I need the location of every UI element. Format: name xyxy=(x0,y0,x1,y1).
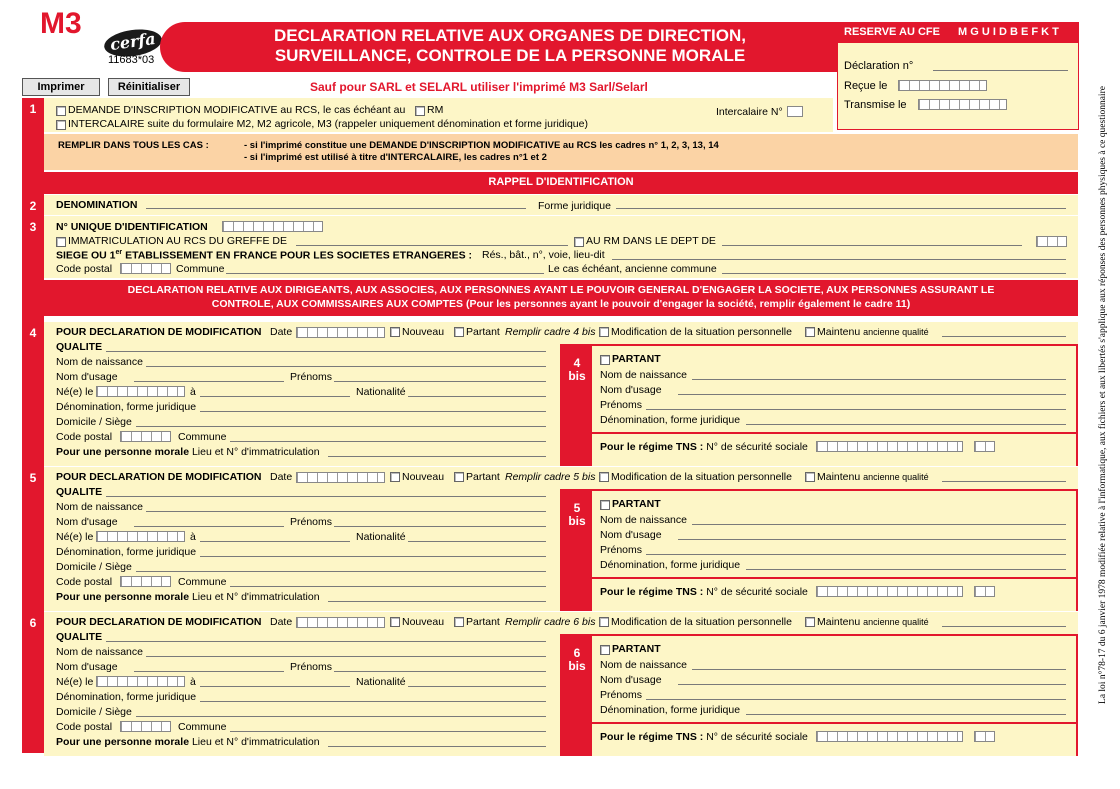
nom-usage-field[interactable] xyxy=(134,381,284,382)
nom-naissance-field[interactable] xyxy=(146,366,546,367)
rm-dept-checkbox[interactable] xyxy=(574,237,584,247)
nationalite-field[interactable] xyxy=(408,396,546,397)
partant-label: Partant xyxy=(466,616,500,628)
denom-forme-field[interactable] xyxy=(200,411,546,412)
cfe-transmise-date[interactable] xyxy=(918,99,1007,110)
bis-partant-label: PARTANT xyxy=(612,498,661,510)
nom-naissance-field[interactable] xyxy=(146,656,546,657)
cerfa-number: 11683*03 xyxy=(108,54,155,66)
siege-label: SIEGE OU 1er ETABLISSEMENT EN FRANCE POUR LES SOCIETES ETRANGERES : xyxy=(56,249,472,262)
modif-label: Modification de la situation personnelle xyxy=(611,471,792,483)
cp-field[interactable] xyxy=(120,576,171,587)
regime-tns-label: Pour le régime TNS : N° de sécurité sociale xyxy=(600,586,808,598)
cfe-declaration-label: Déclaration n° xyxy=(844,60,914,72)
nationalite-label: Nationalité xyxy=(356,531,406,543)
nom-naissance-field[interactable] xyxy=(146,511,546,512)
bis-separator xyxy=(592,577,1076,579)
date-label: Date xyxy=(270,616,293,628)
lieu-immat-field[interactable] xyxy=(328,601,546,602)
bis-denom-field[interactable] xyxy=(746,424,1066,425)
immat-checkbox[interactable] xyxy=(56,237,66,247)
a-label: à xyxy=(190,676,196,688)
cfe-transmise-label: Transmise le xyxy=(844,99,907,111)
nom-usage-field[interactable] xyxy=(134,671,284,672)
bis-nom-usage-field[interactable] xyxy=(678,539,1066,540)
form-code: M3 xyxy=(40,7,82,40)
nom-naissance-label: Nom de naissance xyxy=(56,356,143,368)
bis-label: bis xyxy=(568,514,586,528)
commune-field[interactable] xyxy=(230,586,546,587)
domicile-label: Domicile / Siège xyxy=(56,706,132,718)
nationalite-field[interactable] xyxy=(408,541,546,542)
pour-decl-label: POUR DECLARATION DE MODIFICATION xyxy=(56,616,262,628)
commune-label: Commune xyxy=(178,721,227,733)
bis-partant-checkbox[interactable] xyxy=(600,355,610,365)
bis-nom-usage-label: Nom d'usage xyxy=(600,529,662,541)
remplir-bis-label: Remplir cadre 6 bis xyxy=(505,616,596,628)
cp-field[interactable] xyxy=(120,431,171,442)
prenoms-field[interactable] xyxy=(334,671,546,672)
bis-denom-field[interactable] xyxy=(746,714,1066,715)
person-cadre-5 xyxy=(0,467,1120,611)
regime-tns-label: Pour le régime TNS : N° de sécurité sociale xyxy=(600,441,808,453)
dirigeants-title-2: CONTROLE, AUX COMMISSAIRES AUX COMPTES (Pour les personnes ayant le pouvoir d'engager la société, remplir également le cadre 11) xyxy=(211,298,911,310)
intercalaire-checkbox[interactable] xyxy=(56,120,66,130)
qualite-label: QUALITE xyxy=(56,486,103,498)
nom-usage-label: Nom d'usage xyxy=(56,661,118,673)
bis-nom-naissance-label: Nom de naissance xyxy=(600,659,687,671)
rm-label: RM xyxy=(427,104,444,116)
denom-forme-label: Dénomination, forme juridique xyxy=(56,401,197,413)
secu-key-field[interactable] xyxy=(974,586,995,597)
cp-label: Code postal xyxy=(56,431,113,443)
unique-id-field[interactable] xyxy=(222,221,323,232)
side-legal-text: La loi n°78-17 du 6 janvier 1978 modifiée relative à l'informatique, aux fichiers et aux libertés s'applique aux réponses des personnes physiques à ce questionnaire xyxy=(1098,86,1108,704)
ancienne-commune-label: Le cas échéant, ancienne commune xyxy=(548,263,717,275)
partant-checkbox[interactable] xyxy=(454,327,464,337)
domicile-label: Domicile / Siège xyxy=(56,561,132,573)
cadre3-number: 3 xyxy=(29,220,37,234)
nom-usage-label: Nom d'usage xyxy=(56,371,118,383)
secu-key-field[interactable] xyxy=(974,441,995,452)
domicile-field[interactable] xyxy=(136,426,546,427)
qualite-field[interactable] xyxy=(106,641,546,642)
secu-field[interactable] xyxy=(816,731,963,742)
bis-nom-usage-label: Nom d'usage xyxy=(600,674,662,686)
immat-field[interactable] xyxy=(296,245,568,246)
decl-date-field[interactable] xyxy=(296,617,385,628)
cadre2-number: 2 xyxy=(29,199,37,213)
partant-checkbox[interactable] xyxy=(454,617,464,627)
cfe-recue-label: Reçue le xyxy=(844,80,888,92)
cfe-codes: M G U I D B E F K T xyxy=(958,26,1059,38)
birth-place-field[interactable] xyxy=(200,396,350,397)
cadre3-cp-label: Code postal xyxy=(56,263,113,275)
secu-field[interactable] xyxy=(816,586,963,597)
partant-label: Partant xyxy=(466,326,500,338)
commune-label: Commune xyxy=(178,431,227,443)
bis-separator xyxy=(592,722,1076,724)
secu-key-field[interactable] xyxy=(974,731,995,742)
nouveau-label: Nouveau xyxy=(402,326,445,338)
decl-date-field[interactable] xyxy=(296,472,385,483)
bis-nom-naissance-label: Nom de naissance xyxy=(600,369,687,381)
bis-denom-label: Dénomination, forme juridique xyxy=(600,704,741,716)
bis-nom-naissance-field[interactable] xyxy=(692,524,1066,525)
dirigeants-title-1: DECLARATION RELATIVE AUX DIRIGEANTS, AUX ASSOCIES, AUX PERSONNES AYANT LE POUVOIR GENERAL D'ENGAGER LA SOCIETE, AUX PERSONNES ASSURANT LE xyxy=(127,284,995,296)
rm-dept-label: AU RM DANS LE DEPT DE xyxy=(586,235,716,247)
denom-forme-field[interactable] xyxy=(200,556,546,557)
bis-partant-checkbox[interactable] xyxy=(600,645,610,655)
maintenu-checkbox[interactable] xyxy=(805,617,815,627)
modif-label: Modification de la situation personnelle xyxy=(611,616,792,628)
cp-label: Code postal xyxy=(56,721,113,733)
print-button[interactable]: Imprimer xyxy=(22,78,100,96)
rm-checkbox[interactable] xyxy=(415,106,425,116)
decl-date-field[interactable] xyxy=(296,327,385,338)
demande-checkbox[interactable] xyxy=(56,106,66,116)
forme-juridique-field[interactable] xyxy=(616,208,1066,209)
bis-prenoms-label: Prénoms xyxy=(600,689,643,701)
nouveau-checkbox[interactable] xyxy=(390,327,400,337)
intercalaire-no-label: Intercalaire N° xyxy=(716,106,783,118)
ancienne-commune-field[interactable] xyxy=(722,273,1066,274)
form-title-1: DECLARATION RELATIVE AUX ORGANES DE DIRECTION, xyxy=(274,26,746,45)
bis-prenoms-label: Prénoms xyxy=(600,399,643,411)
ancienne-qualite-field[interactable] xyxy=(942,336,1066,337)
bis-nom-naissance-field[interactable] xyxy=(692,379,1066,380)
cadre1-number: 1 xyxy=(29,102,37,116)
bis-nom-usage-label: Nom d'usage xyxy=(600,384,662,396)
date-label: Date xyxy=(270,326,293,338)
cadre-number: 5 xyxy=(29,471,37,485)
lieu-immat-field[interactable] xyxy=(328,746,546,747)
bis-denom-field[interactable] xyxy=(746,569,1066,570)
nom-naissance-label: Nom de naissance xyxy=(56,501,143,513)
ne-le-label: Né(e) le xyxy=(56,531,94,543)
bis-label: bis xyxy=(568,369,586,383)
instructions-label: REMPLIR DANS TOUS LES CAS : xyxy=(58,140,209,151)
ancienne-qualite-field[interactable] xyxy=(942,481,1066,482)
remplir-bis-label: Remplir cadre 5 bis xyxy=(505,471,596,483)
denom-forme-field[interactable] xyxy=(200,701,546,702)
qualite-label: QUALITE xyxy=(56,631,103,643)
commune-field[interactable] xyxy=(230,731,546,732)
partant-checkbox[interactable] xyxy=(454,472,464,482)
bis-partant-checkbox[interactable] xyxy=(600,500,610,510)
prenoms-label: Prénoms xyxy=(290,516,333,528)
denomination-field[interactable] xyxy=(146,208,526,209)
maintenu-label: Maintenu ancienne qualité xyxy=(817,326,929,338)
pour-decl-label: POUR DECLARATION DE MODIFICATION xyxy=(56,326,262,338)
domicile-field[interactable] xyxy=(136,716,546,717)
maintenu-checkbox[interactable] xyxy=(805,472,815,482)
immat-label: IMMATRICULATION AU RCS DU GREFFE DE xyxy=(68,235,287,247)
qualite-label: QUALITE xyxy=(56,341,103,353)
personne-morale-label: Pour une personne morale Lieu et N° d'immatriculation xyxy=(56,736,320,748)
subtitle: Sauf pour SARL et SELARL utiliser l'imprimé M3 Sarl/Selarl xyxy=(310,80,648,94)
reset-button[interactable]: Réinitialiser xyxy=(108,78,190,96)
birth-date-field[interactable] xyxy=(96,676,185,687)
cfe-declaration-field[interactable] xyxy=(933,70,1068,71)
bis-number: 5 xyxy=(573,501,581,515)
nom-naissance-label: Nom de naissance xyxy=(56,646,143,658)
bis-number: 4 xyxy=(573,356,581,370)
remplir-bis-label: Remplir cadre 4 bis xyxy=(505,326,596,338)
bis-partant-label: PARTANT xyxy=(612,643,661,655)
nom-usage-field[interactable] xyxy=(134,526,284,527)
commune-field[interactable] xyxy=(230,441,546,442)
birth-date-field[interactable] xyxy=(96,531,185,542)
qualite-field[interactable] xyxy=(106,496,546,497)
cfe-title: RESERVE AU CFE xyxy=(844,26,940,38)
siege-detail-label: Rés., bât., n°, voie, lieu-dit xyxy=(482,249,605,261)
bis-separator xyxy=(592,432,1076,434)
maintenu-checkbox[interactable] xyxy=(805,327,815,337)
modif-checkbox[interactable] xyxy=(599,617,609,627)
demande-label: DEMANDE D'INSCRIPTION MODIFICATIVE au RCS, le cas échéant au xyxy=(68,104,406,116)
person-cadre-6 xyxy=(0,612,1120,756)
bis-nom-usage-field[interactable] xyxy=(678,394,1066,395)
lieu-immat-field[interactable] xyxy=(328,456,546,457)
cadre3-commune-label: Commune xyxy=(176,263,225,275)
bis-prenoms-field[interactable] xyxy=(646,409,1066,410)
denom-forme-label: Dénomination, forme juridique xyxy=(56,691,197,703)
modif-label: Modification de la situation personnelle xyxy=(611,326,792,338)
bis-prenoms-field[interactable] xyxy=(646,699,1066,700)
prenoms-label: Prénoms xyxy=(290,661,333,673)
cadre-number: 4 xyxy=(29,326,37,340)
cfe-box xyxy=(837,22,1079,130)
intercalaire-label: INTERCALAIRE suite du formulaire M2, M2 agricole, M3 (rappeler uniquement dénomination et forme juridique) xyxy=(68,118,588,130)
personne-morale-label: Pour une personne morale Lieu et N° d'immatriculation xyxy=(56,446,320,458)
nationalite-field[interactable] xyxy=(408,686,546,687)
cp-field[interactable] xyxy=(120,721,171,732)
maintenu-label: Maintenu ancienne qualité xyxy=(817,471,929,483)
ne-le-label: Né(e) le xyxy=(56,676,94,688)
nouveau-checkbox[interactable] xyxy=(390,472,400,482)
pour-decl-label: POUR DECLARATION DE MODIFICATION xyxy=(56,471,262,483)
bis-nom-usage-field[interactable] xyxy=(678,684,1066,685)
cadre3-cp-field[interactable] xyxy=(120,263,171,274)
bis-prenoms-field[interactable] xyxy=(646,554,1066,555)
domicile-field[interactable] xyxy=(136,571,546,572)
siege-address-field[interactable] xyxy=(612,259,1066,260)
birth-place-field[interactable] xyxy=(200,686,350,687)
maintenu-label: Maintenu ancienne qualité xyxy=(817,616,929,628)
nouveau-label: Nouveau xyxy=(402,616,445,628)
prenoms-field[interactable] xyxy=(334,381,546,382)
domicile-label: Domicile / Siège xyxy=(56,416,132,428)
cfe-recue-date[interactable] xyxy=(898,80,987,91)
forme-juridique-label: Forme juridique xyxy=(538,200,611,212)
dept-number-field[interactable] xyxy=(1036,236,1067,247)
nationalite-label: Nationalité xyxy=(356,386,406,398)
nouveau-label: Nouveau xyxy=(402,471,445,483)
form-title-2: SURVEILLANCE, CONTROLE DE LA PERSONNE MORALE xyxy=(274,46,746,65)
bis-partant-label: PARTANT xyxy=(612,353,661,365)
cerfa-logo-text: cerfa xyxy=(108,28,157,55)
personne-morale-label: Pour une personne morale Lieu et N° d'immatriculation xyxy=(56,591,320,603)
instructions-line2: - si l'imprimé est utilisé à titre d'INTERCALAIRE, les cadres n°1 et 2 xyxy=(244,152,547,163)
rappel-title: RAPPEL D'IDENTIFICATION xyxy=(488,176,634,188)
bis-label: bis xyxy=(568,659,586,673)
bis-denom-label: Dénomination, forme juridique xyxy=(600,414,741,426)
bis-nom-naissance-field[interactable] xyxy=(692,669,1066,670)
nationalite-label: Nationalité xyxy=(356,676,406,688)
nouveau-checkbox[interactable] xyxy=(390,617,400,627)
cp-label: Code postal xyxy=(56,576,113,588)
rm-dept-field[interactable] xyxy=(722,245,1022,246)
secu-field[interactable] xyxy=(816,441,963,452)
cadre-number: 6 xyxy=(29,616,37,630)
modif-checkbox[interactable] xyxy=(599,472,609,482)
modif-checkbox[interactable] xyxy=(599,327,609,337)
nom-usage-label: Nom d'usage xyxy=(56,516,118,528)
denom-forme-label: Dénomination, forme juridique xyxy=(56,546,197,558)
date-label: Date xyxy=(270,471,293,483)
bis-number: 6 xyxy=(573,646,581,660)
denomination-label: DENOMINATION xyxy=(56,199,138,211)
partant-label: Partant xyxy=(466,471,500,483)
ancienne-qualite-field[interactable] xyxy=(942,626,1066,627)
birth-date-field[interactable] xyxy=(96,386,185,397)
commune-label: Commune xyxy=(178,576,227,588)
birth-place-field[interactable] xyxy=(200,541,350,542)
prenoms-field[interactable] xyxy=(334,526,546,527)
bis-nom-naissance-label: Nom de naissance xyxy=(600,514,687,526)
ne-le-label: Né(e) le xyxy=(56,386,94,398)
person-cadre-4 xyxy=(0,322,1120,466)
qualite-field[interactable] xyxy=(106,351,546,352)
unique-id-label: N° UNIQUE D'IDENTIFICATION xyxy=(56,221,208,233)
cadre3-commune-field[interactable] xyxy=(226,273,544,274)
prenoms-label: Prénoms xyxy=(290,371,333,383)
a-label: à xyxy=(190,531,196,543)
bis-denom-label: Dénomination, forme juridique xyxy=(600,559,741,571)
a-label: à xyxy=(190,386,196,398)
instructions-line1: - si l'imprimé constitue une DEMANDE D'INSCRIPTION MODIFICATIVE au RCS les cadres n° 1, 2, 3, 13, 14 xyxy=(244,140,719,151)
regime-tns-label: Pour le régime TNS : N° de sécurité sociale xyxy=(600,731,808,743)
intercalaire-no-field[interactable] xyxy=(787,106,803,117)
bis-prenoms-label: Prénoms xyxy=(600,544,643,556)
